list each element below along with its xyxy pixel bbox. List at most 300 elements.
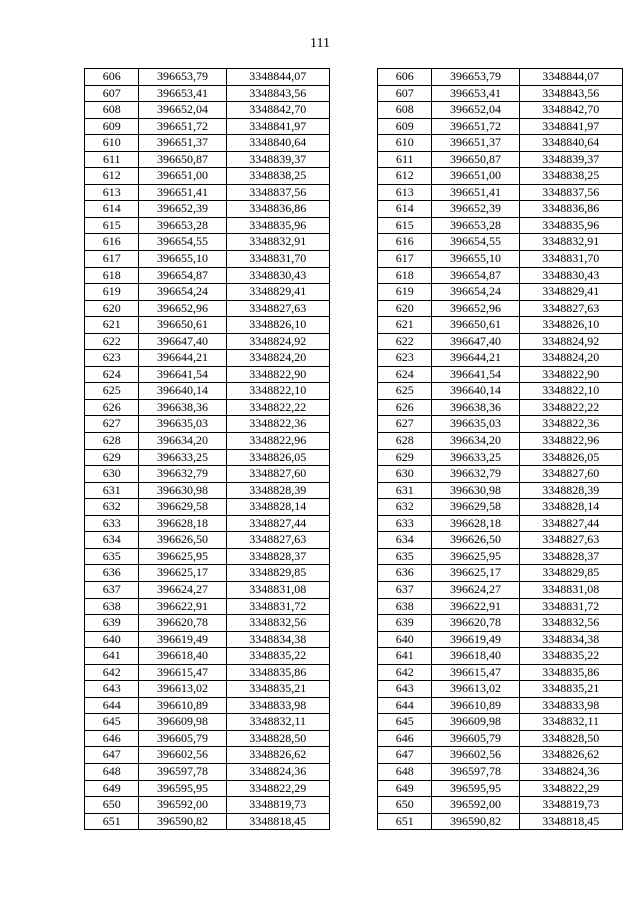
y-coordinate-cell: 3348839,37 [519, 151, 622, 168]
point-number-cell: 623 [85, 350, 139, 367]
y-coordinate-cell: 3348831,70 [519, 251, 622, 268]
x-coordinate-cell: 396638,36 [432, 399, 519, 416]
point-number-cell: 607 [378, 85, 432, 102]
x-coordinate-cell: 396651,37 [432, 135, 519, 152]
x-coordinate-cell: 396615,47 [432, 664, 519, 681]
point-number-cell: 644 [378, 697, 432, 714]
table-row [85, 449, 330, 466]
point-number-cell: 648 [85, 763, 139, 780]
y-coordinate-cell: 3348836,86 [519, 201, 622, 218]
table-row [85, 433, 330, 450]
point-number-cell: 626 [378, 399, 432, 416]
point-number-cell: 627 [85, 416, 139, 433]
y-coordinate-cell: 3348844,07 [519, 69, 622, 86]
x-coordinate-cell: 396654,24 [139, 284, 226, 301]
table-row [85, 135, 330, 152]
table-row [85, 184, 330, 201]
y-coordinate-cell: 3348831,72 [519, 598, 622, 615]
y-coordinate-cell: 3348827,60 [226, 466, 329, 483]
x-coordinate-cell: 396654,55 [139, 234, 226, 251]
x-coordinate-cell: 396592,00 [139, 797, 226, 814]
x-coordinate-cell: 396609,98 [139, 714, 226, 731]
point-number-cell: 616 [85, 234, 139, 251]
x-coordinate-cell: 396592,00 [432, 797, 519, 814]
table-row [85, 317, 330, 334]
point-number-cell: 626 [85, 399, 139, 416]
x-coordinate-cell: 396640,14 [139, 383, 226, 400]
y-coordinate-cell: 3348826,05 [519, 449, 622, 466]
x-coordinate-cell: 396650,61 [139, 317, 226, 334]
point-number-cell: 644 [85, 697, 139, 714]
x-coordinate-cell: 396651,72 [432, 118, 519, 135]
point-number-cell: 645 [85, 714, 139, 731]
x-coordinate-cell: 396654,87 [139, 267, 226, 284]
point-number-cell: 639 [85, 615, 139, 632]
table-row [378, 681, 623, 698]
y-coordinate-cell: 3348822,22 [226, 399, 329, 416]
table-row [85, 217, 330, 234]
x-coordinate-cell: 396633,25 [139, 449, 226, 466]
y-coordinate-cell: 3348824,36 [519, 763, 622, 780]
x-coordinate-cell: 396635,03 [432, 416, 519, 433]
table-row [85, 251, 330, 268]
point-number-cell: 623 [378, 350, 432, 367]
point-number-cell: 628 [85, 433, 139, 450]
x-coordinate-cell: 396650,87 [139, 151, 226, 168]
y-coordinate-cell: 3348827,60 [519, 466, 622, 483]
y-coordinate-cell: 3348840,64 [519, 135, 622, 152]
x-coordinate-cell: 396618,40 [432, 648, 519, 665]
table-row [378, 85, 623, 102]
y-coordinate-cell: 3348824,92 [226, 333, 329, 350]
point-number-cell: 628 [378, 433, 432, 450]
table-row [378, 697, 623, 714]
table-row [85, 763, 330, 780]
x-coordinate-cell: 396618,40 [139, 648, 226, 665]
point-number-cell: 632 [85, 499, 139, 516]
y-coordinate-cell: 3348822,29 [226, 780, 329, 797]
y-coordinate-cell: 3348828,14 [226, 499, 329, 516]
x-coordinate-cell: 396653,79 [139, 69, 226, 86]
point-number-cell: 611 [85, 151, 139, 168]
x-coordinate-cell: 396610,89 [432, 697, 519, 714]
point-number-cell: 641 [378, 648, 432, 665]
table-row [378, 118, 623, 135]
point-number-cell: 622 [85, 333, 139, 350]
point-number-cell: 608 [85, 102, 139, 119]
point-number-cell: 640 [85, 631, 139, 648]
table-row [85, 714, 330, 731]
x-coordinate-cell: 396650,61 [432, 317, 519, 334]
y-coordinate-cell: 3348830,43 [519, 267, 622, 284]
x-coordinate-cell: 396626,50 [139, 532, 226, 549]
x-coordinate-cell: 396655,10 [139, 251, 226, 268]
x-coordinate-cell: 396630,98 [432, 482, 519, 499]
x-coordinate-cell: 396651,37 [139, 135, 226, 152]
y-coordinate-cell: 3348842,70 [226, 102, 329, 119]
x-coordinate-cell: 396625,17 [432, 565, 519, 582]
x-coordinate-cell: 396647,40 [139, 333, 226, 350]
y-coordinate-cell: 3348828,50 [226, 730, 329, 747]
y-coordinate-cell: 3348828,14 [519, 499, 622, 516]
x-coordinate-cell: 396651,41 [139, 184, 226, 201]
y-coordinate-cell: 3348826,10 [226, 317, 329, 334]
table-row [378, 648, 623, 665]
point-number-cell: 637 [378, 581, 432, 598]
point-number-cell: 611 [378, 151, 432, 168]
x-coordinate-cell: 396595,95 [432, 780, 519, 797]
table-row [85, 85, 330, 102]
point-number-cell: 617 [378, 251, 432, 268]
table-row [378, 201, 623, 218]
x-coordinate-cell: 396624,27 [139, 581, 226, 598]
x-coordinate-cell: 396609,98 [432, 714, 519, 731]
table-row [378, 615, 623, 632]
table-row [378, 416, 623, 433]
table-row [85, 615, 330, 632]
point-number-cell: 618 [85, 267, 139, 284]
point-number-cell: 636 [378, 565, 432, 582]
point-number-cell: 642 [85, 664, 139, 681]
point-number-cell: 613 [85, 184, 139, 201]
y-coordinate-cell: 3348840,64 [226, 135, 329, 152]
x-coordinate-cell: 396652,96 [139, 300, 226, 317]
table-row [85, 664, 330, 681]
point-number-cell: 619 [378, 284, 432, 301]
table-row [85, 399, 330, 416]
point-number-cell: 609 [378, 118, 432, 135]
table-row [378, 135, 623, 152]
x-coordinate-cell: 396653,41 [432, 85, 519, 102]
y-coordinate-cell: 3348818,45 [226, 813, 329, 830]
table-row [378, 664, 623, 681]
table-row [85, 383, 330, 400]
table-row [378, 548, 623, 565]
table-row [378, 350, 623, 367]
table-body [378, 69, 623, 830]
x-coordinate-cell: 396654,24 [432, 284, 519, 301]
table-row [378, 251, 623, 268]
point-number-cell: 617 [85, 251, 139, 268]
x-coordinate-cell: 396653,41 [139, 85, 226, 102]
point-number-cell: 624 [378, 366, 432, 383]
point-number-cell: 624 [85, 366, 139, 383]
point-number-cell: 610 [85, 135, 139, 152]
x-coordinate-cell: 396632,79 [432, 466, 519, 483]
y-coordinate-cell: 3348828,50 [519, 730, 622, 747]
point-number-cell: 645 [378, 714, 432, 731]
point-number-cell: 633 [85, 515, 139, 532]
y-coordinate-cell: 3348827,63 [519, 532, 622, 549]
table-row [85, 366, 330, 383]
x-coordinate-cell: 396605,79 [432, 730, 519, 747]
x-coordinate-cell: 396634,20 [139, 433, 226, 450]
table-row [378, 797, 623, 814]
point-number-cell: 630 [85, 466, 139, 483]
x-coordinate-cell: 396633,25 [432, 449, 519, 466]
x-coordinate-cell: 396625,95 [432, 548, 519, 565]
x-coordinate-cell: 396652,39 [432, 201, 519, 218]
table-row [85, 813, 330, 830]
table-row [378, 565, 623, 582]
x-coordinate-cell: 396651,00 [139, 168, 226, 185]
point-number-cell: 620 [85, 300, 139, 317]
table-row [85, 284, 330, 301]
point-number-cell: 619 [85, 284, 139, 301]
y-coordinate-cell: 3348833,98 [226, 697, 329, 714]
y-coordinate-cell: 3348829,41 [519, 284, 622, 301]
x-coordinate-cell: 396605,79 [139, 730, 226, 747]
y-coordinate-cell: 3348824,92 [519, 333, 622, 350]
point-number-cell: 608 [378, 102, 432, 119]
y-coordinate-cell: 3348837,56 [226, 184, 329, 201]
y-coordinate-cell: 3348836,86 [226, 201, 329, 218]
y-coordinate-cell: 3348835,21 [519, 681, 622, 698]
y-coordinate-cell: 3348826,62 [226, 747, 329, 764]
table-row [378, 317, 623, 334]
point-number-cell: 629 [85, 449, 139, 466]
point-number-cell: 609 [85, 118, 139, 135]
x-coordinate-cell: 396619,49 [432, 631, 519, 648]
y-coordinate-cell: 3348833,98 [519, 697, 622, 714]
x-coordinate-cell: 396629,58 [139, 499, 226, 516]
y-coordinate-cell: 3348828,37 [226, 548, 329, 565]
point-number-cell: 621 [378, 317, 432, 334]
y-coordinate-cell: 3348841,97 [519, 118, 622, 135]
table-row [378, 267, 623, 284]
table-row [378, 366, 623, 383]
table-row [378, 383, 623, 400]
table-row [85, 102, 330, 119]
y-coordinate-cell: 3348822,10 [519, 383, 622, 400]
point-number-cell: 625 [85, 383, 139, 400]
table-row [378, 581, 623, 598]
table-row [378, 714, 623, 731]
table-body [85, 69, 330, 830]
y-coordinate-cell: 3348843,56 [519, 85, 622, 102]
table-row [378, 300, 623, 317]
table-row [378, 532, 623, 549]
x-coordinate-cell: 396652,96 [432, 300, 519, 317]
x-coordinate-cell: 396651,41 [432, 184, 519, 201]
point-number-cell: 637 [85, 581, 139, 598]
table-row [85, 648, 330, 665]
x-coordinate-cell: 396597,78 [432, 763, 519, 780]
table-row [378, 449, 623, 466]
x-coordinate-cell: 396640,14 [432, 383, 519, 400]
table-row [378, 284, 623, 301]
point-number-cell: 647 [378, 747, 432, 764]
point-number-cell: 607 [85, 85, 139, 102]
x-coordinate-cell: 396644,21 [139, 350, 226, 367]
table-row [378, 151, 623, 168]
x-coordinate-cell: 396650,87 [432, 151, 519, 168]
y-coordinate-cell: 3348837,56 [519, 184, 622, 201]
y-coordinate-cell: 3348827,63 [226, 532, 329, 549]
table-row [85, 565, 330, 582]
y-coordinate-cell: 3348838,25 [226, 168, 329, 185]
y-coordinate-cell: 3348828,39 [226, 482, 329, 499]
y-coordinate-cell: 3348826,62 [519, 747, 622, 764]
y-coordinate-cell: 3348827,44 [519, 515, 622, 532]
point-number-cell: 616 [378, 234, 432, 251]
y-coordinate-cell: 3348834,38 [226, 631, 329, 648]
x-coordinate-cell: 396652,39 [139, 201, 226, 218]
point-number-cell: 638 [378, 598, 432, 615]
y-coordinate-cell: 3348824,20 [519, 350, 622, 367]
x-coordinate-cell: 396647,40 [432, 333, 519, 350]
x-coordinate-cell: 396641,54 [432, 366, 519, 383]
y-coordinate-cell: 3348829,41 [226, 284, 329, 301]
table-row [85, 466, 330, 483]
y-coordinate-cell: 3348826,05 [226, 449, 329, 466]
point-number-cell: 646 [378, 730, 432, 747]
x-coordinate-cell: 396622,91 [139, 598, 226, 615]
table-row [85, 499, 330, 516]
point-number-cell: 629 [378, 449, 432, 466]
y-coordinate-cell: 3348819,73 [519, 797, 622, 814]
y-coordinate-cell: 3348822,96 [519, 433, 622, 450]
x-coordinate-cell: 396619,49 [139, 631, 226, 648]
table-row [85, 581, 330, 598]
table-row [378, 813, 623, 830]
point-number-cell: 641 [85, 648, 139, 665]
table-row [85, 548, 330, 565]
point-number-cell: 648 [378, 763, 432, 780]
x-coordinate-cell: 396654,87 [432, 267, 519, 284]
x-coordinate-cell: 396625,17 [139, 565, 226, 582]
x-coordinate-cell: 396653,79 [432, 69, 519, 86]
table-row [378, 747, 623, 764]
table-row [378, 598, 623, 615]
x-coordinate-cell: 396655,10 [432, 251, 519, 268]
x-coordinate-cell: 396652,04 [432, 102, 519, 119]
point-number-cell: 614 [85, 201, 139, 218]
y-coordinate-cell: 3348831,70 [226, 251, 329, 268]
table-row [378, 69, 623, 86]
x-coordinate-cell: 396651,00 [432, 168, 519, 185]
x-coordinate-cell: 396590,82 [139, 813, 226, 830]
x-coordinate-cell: 396602,56 [432, 747, 519, 764]
table-row [378, 184, 623, 201]
point-number-cell: 625 [378, 383, 432, 400]
page-number: 111 [310, 36, 330, 51]
y-coordinate-cell: 3348826,10 [519, 317, 622, 334]
x-coordinate-cell: 396625,95 [139, 548, 226, 565]
y-coordinate-cell: 3348835,22 [226, 648, 329, 665]
y-coordinate-cell: 3348822,10 [226, 383, 329, 400]
point-number-cell: 622 [378, 333, 432, 350]
y-coordinate-cell: 3348835,96 [226, 217, 329, 234]
point-number-cell: 615 [378, 217, 432, 234]
table-row [85, 168, 330, 185]
point-number-cell: 647 [85, 747, 139, 764]
table-row [85, 416, 330, 433]
y-coordinate-cell: 3348819,73 [226, 797, 329, 814]
table-row [378, 482, 623, 499]
table-row [85, 69, 330, 86]
point-number-cell: 618 [378, 267, 432, 284]
point-number-cell: 640 [378, 631, 432, 648]
table-row [378, 399, 623, 416]
point-number-cell: 635 [85, 548, 139, 565]
x-coordinate-cell: 396653,28 [432, 217, 519, 234]
y-coordinate-cell: 3348832,56 [226, 615, 329, 632]
y-coordinate-cell: 3348832,11 [226, 714, 329, 731]
point-number-cell: 621 [85, 317, 139, 334]
point-number-cell: 632 [378, 499, 432, 516]
x-coordinate-cell: 396632,79 [139, 466, 226, 483]
y-coordinate-cell: 3348843,56 [226, 85, 329, 102]
x-coordinate-cell: 396620,78 [432, 615, 519, 632]
point-number-cell: 627 [378, 416, 432, 433]
y-coordinate-cell: 3348818,45 [519, 813, 622, 830]
y-coordinate-cell: 3348831,72 [226, 598, 329, 615]
y-coordinate-cell: 3348822,36 [226, 416, 329, 433]
x-coordinate-cell: 396634,20 [432, 433, 519, 450]
y-coordinate-cell: 3348834,38 [519, 631, 622, 648]
y-coordinate-cell: 3348832,91 [519, 234, 622, 251]
table-row [85, 118, 330, 135]
y-coordinate-cell: 3348835,96 [519, 217, 622, 234]
x-coordinate-cell: 396613,02 [432, 681, 519, 698]
point-number-cell: 610 [378, 135, 432, 152]
y-coordinate-cell: 3348829,85 [519, 565, 622, 582]
y-coordinate-cell: 3348828,39 [519, 482, 622, 499]
point-number-cell: 634 [85, 532, 139, 549]
y-coordinate-cell: 3348835,21 [226, 681, 329, 698]
table-row [85, 747, 330, 764]
y-coordinate-cell: 3348839,37 [226, 151, 329, 168]
table-row [85, 780, 330, 797]
table-row [85, 350, 330, 367]
x-coordinate-cell: 396613,02 [139, 681, 226, 698]
table-row [85, 333, 330, 350]
table-row [378, 730, 623, 747]
table-row [85, 631, 330, 648]
table-row [85, 697, 330, 714]
x-coordinate-cell: 396595,95 [139, 780, 226, 797]
x-coordinate-cell: 396652,04 [139, 102, 226, 119]
table-row [85, 515, 330, 532]
point-number-cell: 613 [378, 184, 432, 201]
x-coordinate-cell: 396641,54 [139, 366, 226, 383]
point-number-cell: 606 [85, 69, 139, 86]
x-coordinate-cell: 396628,18 [139, 515, 226, 532]
table-row [85, 201, 330, 218]
x-coordinate-cell: 396620,78 [139, 615, 226, 632]
x-coordinate-cell: 396653,28 [139, 217, 226, 234]
point-number-cell: 612 [85, 168, 139, 185]
y-coordinate-cell: 3348827,63 [226, 300, 329, 317]
y-coordinate-cell: 3348822,36 [519, 416, 622, 433]
point-number-cell: 631 [85, 482, 139, 499]
table-row [85, 598, 330, 615]
x-coordinate-cell: 396622,91 [432, 598, 519, 615]
table-row [85, 532, 330, 549]
y-coordinate-cell: 3348831,08 [226, 581, 329, 598]
point-number-cell: 638 [85, 598, 139, 615]
y-coordinate-cell: 3348832,11 [519, 714, 622, 731]
table-row [378, 168, 623, 185]
point-number-cell: 650 [378, 797, 432, 814]
x-coordinate-cell: 396624,27 [432, 581, 519, 598]
point-number-cell: 612 [378, 168, 432, 185]
y-coordinate-cell: 3348827,63 [519, 300, 622, 317]
y-coordinate-cell: 3348842,70 [519, 102, 622, 119]
point-number-cell: 634 [378, 532, 432, 549]
point-number-cell: 642 [378, 664, 432, 681]
